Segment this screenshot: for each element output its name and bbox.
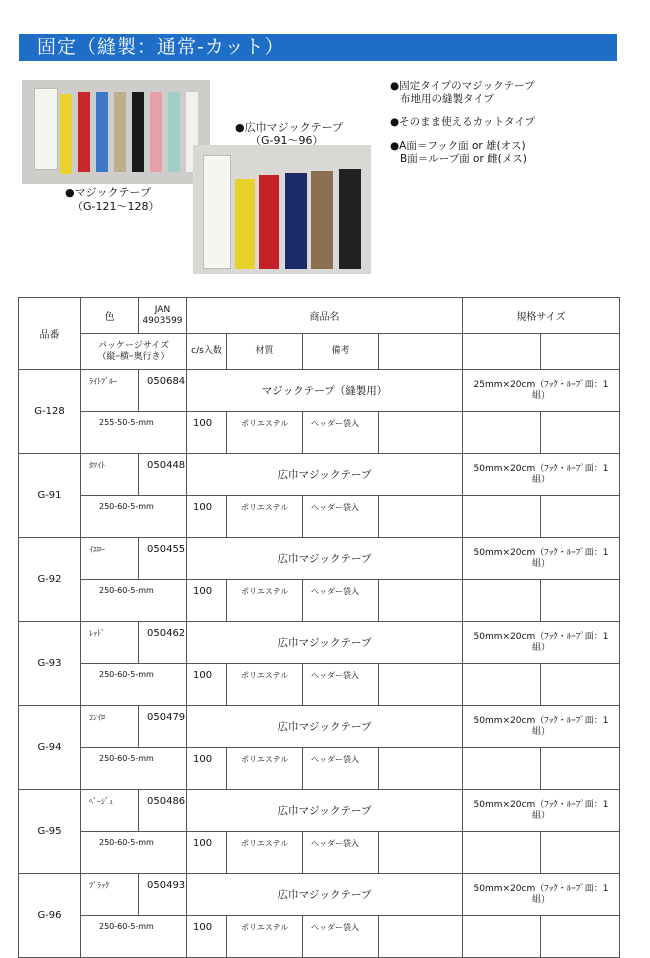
table-row-detail: [19, 832, 620, 874]
jan-code: 050684: [139, 370, 187, 412]
table-row-detail: [19, 748, 620, 790]
spec-size: 50mm×20cm（ﾌｯｸ・ﾙｰﾌﾟ面：1組）: [463, 706, 620, 748]
product-no: G-92: [19, 538, 81, 622]
material: ポリエステル: [227, 412, 303, 454]
material: ポリエステル: [227, 580, 303, 622]
spec-blank-cell-1: [463, 748, 541, 790]
package-size: 250-60-5-mm: [81, 748, 187, 790]
product-no: G-93: [19, 622, 81, 706]
header-cs-qty: c/s入数: [187, 334, 227, 370]
remarks: ヘッダー袋入: [303, 748, 379, 790]
table-row: [19, 790, 620, 832]
jan-code: 050493: [139, 874, 187, 916]
header-package-size: パッケージサイズ （縦ｰ横ｰ奥行き）: [81, 334, 187, 370]
spec-blank-cell-2: [541, 580, 620, 622]
table-row: [19, 874, 620, 916]
product-no: G-95: [19, 790, 81, 874]
remarks: ヘッダー袋入: [303, 832, 379, 874]
feature-bullet-fixed-type: ●固定タイプのマジックテープ 布地用の縫製タイプ: [390, 80, 535, 105]
header-color: 色: [81, 298, 139, 334]
table-row-detail: [19, 496, 620, 538]
product-name: 広巾マジックテープ: [187, 622, 463, 664]
cs-qty: 100: [187, 412, 227, 454]
product-no: G-96: [19, 874, 81, 958]
blank-cell: [379, 580, 463, 622]
jan-code: 050455: [139, 538, 187, 580]
product-no: G-91: [19, 454, 81, 538]
remarks: ヘッダー袋入: [303, 664, 379, 706]
remarks: ヘッダー袋入: [303, 916, 379, 958]
table-row: [19, 622, 620, 664]
spec-blank-cell-1: [463, 580, 541, 622]
table-row: [19, 706, 620, 748]
product-no: G-128: [19, 370, 81, 454]
spec-blank-cell-1: [463, 832, 541, 874]
blank-cell: [379, 412, 463, 454]
jan-code: 050448: [139, 454, 187, 496]
spec-blank-cell-2: [541, 832, 620, 874]
spec-blank-cell-1: [463, 916, 541, 958]
blank-cell: [379, 748, 463, 790]
spec-blank-cell-2: [541, 916, 620, 958]
header-spec-blank-1: [463, 334, 541, 370]
jan-code: 050486: [139, 790, 187, 832]
product-name: 広巾マジックテープ: [187, 790, 463, 832]
spec-blank-cell-1: [463, 664, 541, 706]
photo2-caption-title: ●広巾マジックテープ: [235, 121, 344, 134]
header-material: 材質: [227, 334, 303, 370]
jan-code: 050462: [139, 622, 187, 664]
remarks: ヘッダー袋入: [303, 580, 379, 622]
spec-table: [18, 297, 620, 958]
color-name: ﾚｯﾄﾞ: [81, 622, 139, 664]
color-name: ﾗｲﾄﾌﾞﾙｰ: [81, 370, 139, 412]
spec-size: 50mm×20cm（ﾌｯｸ・ﾙｰﾌﾟ面：1組）: [463, 874, 620, 916]
spec-size: 50mm×20cm（ﾌｯｸ・ﾙｰﾌﾟ面：1組）: [463, 454, 620, 496]
remarks: ヘッダー袋入: [303, 496, 379, 538]
package-size: 255-50-5-mm: [81, 412, 187, 454]
spec-blank-cell-2: [541, 748, 620, 790]
material: ポリエステル: [227, 496, 303, 538]
material: ポリエステル: [227, 664, 303, 706]
blank-cell: [379, 496, 463, 538]
product-name: マジックテープ（縫製用）: [187, 370, 463, 412]
spec-size: 50mm×20cm（ﾌｯｸ・ﾙｰﾌﾟ面：1組）: [463, 790, 620, 832]
header-remarks: 備考: [303, 334, 379, 370]
cs-qty: 100: [187, 916, 227, 958]
feature-bullet-face-types: ●A面＝フック面 or 雄(オス) B面＝ループ面 or 雌(メス): [390, 140, 527, 165]
color-name: ｺﾝｲﾛ: [81, 706, 139, 748]
spec-size: 25mm×20cm（ﾌｯｸ・ﾙｰﾌﾟ面：1組）: [463, 370, 620, 412]
color-name: ﾎﾜｲﾄ: [81, 454, 139, 496]
spec-blank-cell-2: [541, 664, 620, 706]
spec-blank-cell-1: [463, 496, 541, 538]
spec-size: 50mm×20cm（ﾌｯｸ・ﾙｰﾌﾟ面：1組）: [463, 622, 620, 664]
photo1-caption-title: ●マジックテープ: [65, 186, 152, 199]
cs-qty: 100: [187, 664, 227, 706]
table-row-detail: [19, 412, 620, 454]
material: ポリエステル: [227, 916, 303, 958]
jan-code: 050479: [139, 706, 187, 748]
header-blank: [379, 334, 463, 370]
package-size: 250-60-5-mm: [81, 580, 187, 622]
package-size: 250-60-5-mm: [81, 496, 187, 538]
product-photo-wide-magic-tape: [193, 145, 371, 274]
table-row: [19, 370, 620, 412]
color-name: ｲｴﾛｰ: [81, 538, 139, 580]
remarks: ヘッダー袋入: [303, 412, 379, 454]
cs-qty: 100: [187, 832, 227, 874]
cs-qty: 100: [187, 496, 227, 538]
section-title: 固定（縫製：通常-カット）: [37, 36, 285, 58]
product-name: 広巾マジックテープ: [187, 874, 463, 916]
material: ポリエステル: [227, 832, 303, 874]
material: ポリエステル: [227, 748, 303, 790]
spec-blank-cell-2: [541, 496, 620, 538]
blank-cell: [379, 916, 463, 958]
header-product-name: 商品名: [187, 298, 463, 334]
table-row-detail: [19, 916, 620, 958]
table-row-detail: [19, 580, 620, 622]
header-spec-size: 規格サイズ: [463, 298, 620, 334]
product-photo-magic-tape: [22, 80, 210, 184]
header-jan: JAN 4903599: [139, 298, 187, 334]
package-size: 250-60-5-mm: [81, 916, 187, 958]
package-size: 250-60-5-mm: [81, 832, 187, 874]
color-name: ﾍﾞｰｼﾞｭ: [81, 790, 139, 832]
color-name: ﾌﾞﾗｯｸ: [81, 874, 139, 916]
product-name: 広巾マジックテープ: [187, 706, 463, 748]
product-no: G-94: [19, 706, 81, 790]
product-name: 広巾マジックテープ: [187, 538, 463, 580]
product-name: 広巾マジックテープ: [187, 454, 463, 496]
table-row-detail: [19, 664, 620, 706]
spec-blank-cell-1: [463, 412, 541, 454]
cs-qty: 100: [187, 580, 227, 622]
package-size: 250-60-5-mm: [81, 664, 187, 706]
table-row: [19, 454, 620, 496]
header-product-no: 品番: [19, 298, 81, 370]
photo1-caption-range: （G-121～128）: [72, 200, 160, 213]
blank-cell: [379, 832, 463, 874]
table-row: [19, 538, 620, 580]
spec-blank-cell-2: [541, 412, 620, 454]
header-spec-blank-2: [541, 334, 620, 370]
blank-cell: [379, 664, 463, 706]
feature-bullet-cut-type: ●そのまま使えるカットタイプ: [390, 116, 536, 128]
photo2-caption-range: （G-91～96）: [250, 134, 324, 147]
cs-qty: 100: [187, 748, 227, 790]
spec-size: 50mm×20cm（ﾌｯｸ・ﾙｰﾌﾟ面：1組）: [463, 538, 620, 580]
